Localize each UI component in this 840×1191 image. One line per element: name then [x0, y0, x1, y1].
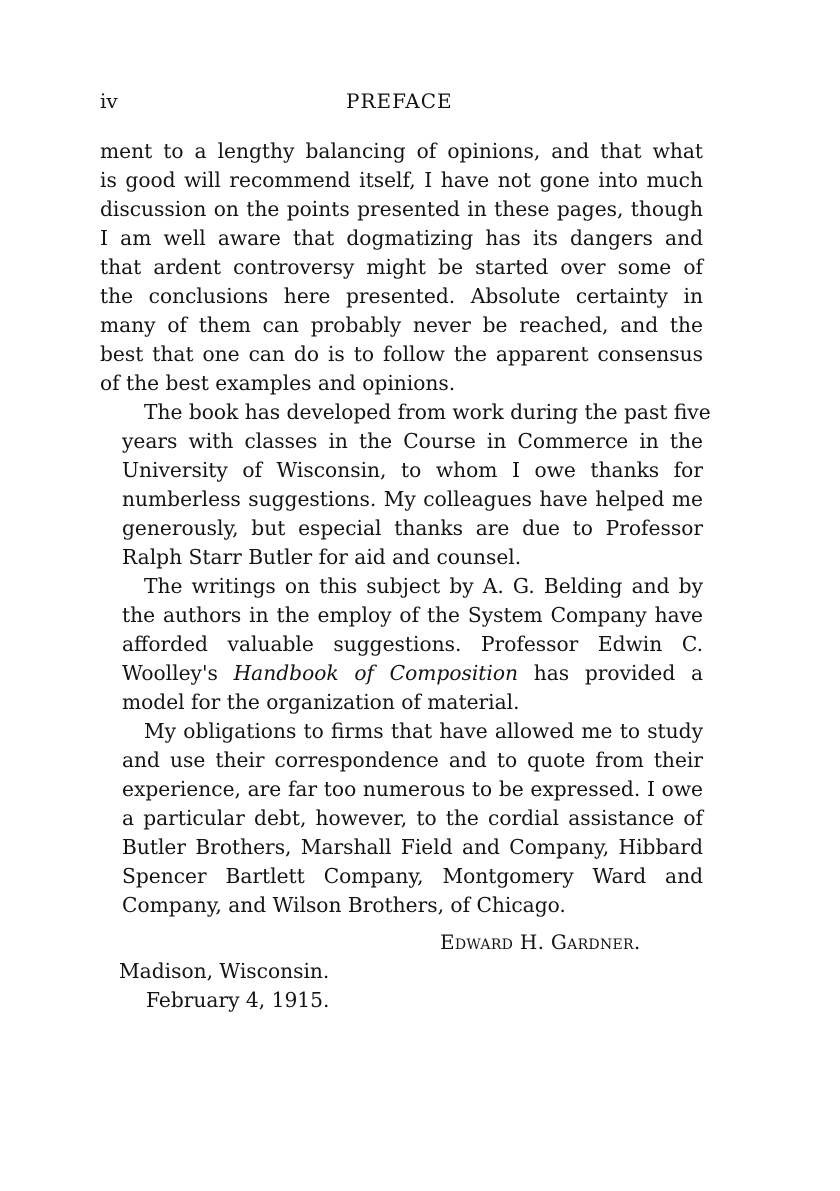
page-header	[100, 88, 705, 114]
page-number: iv	[100, 89, 118, 113]
text-line: University of Wisconsin, to whom I owe thanks for	[122, 458, 703, 482]
text-line: best that one can do is to follow the apparent consensus	[100, 342, 703, 366]
text-line: the conclusions here presented. Absolute certainty in	[100, 284, 703, 308]
paragraph-3	[100, 572, 703, 717]
text-line: is good will recommend itself, I have not gone into much	[100, 168, 703, 192]
text-line: model for the organization of material.	[122, 690, 520, 714]
paragraph-4	[100, 717, 703, 920]
text-line: Spencer Bartlett Company, Montgomery Ward and	[122, 864, 703, 888]
text-line: Butler Brothers, Marshall Field and Company, Hibbard	[122, 835, 703, 859]
paragraph-1	[100, 137, 703, 398]
text-line: that ardent controversy might be started over some of	[100, 255, 703, 279]
text-line: discussion on the points presented in these pages, though	[100, 197, 703, 221]
title-line-remainder: has provided a	[533, 661, 703, 685]
text-line: of the best examples and opinions.	[100, 371, 456, 395]
text-line: a particular debt, however, to the cordial assistance of	[122, 806, 703, 830]
paragraph-2	[100, 398, 711, 572]
text-line: Ralph Starr Butler for aid and counsel.	[122, 545, 522, 569]
running-head: PREFACE	[346, 89, 453, 113]
text-line: many of them can probably never be reached, and the	[100, 313, 703, 337]
text-line: numberless suggestions. My colleagues have helped me	[122, 487, 703, 511]
text-line: experience, are far too numerous to be expressed. I owe	[122, 777, 703, 801]
text-line: My obligations to firms that have allowed me to study	[144, 719, 703, 743]
text-line: generously, but especial thanks are due to Professor	[122, 516, 703, 540]
text-line: afforded valuable suggestions. Professor Edwin C.	[122, 632, 703, 656]
author-possessive: Woolley's	[122, 661, 234, 685]
text-line-with-title	[100, 659, 703, 688]
text-line: the authors in the employ of the System Company have	[122, 603, 703, 627]
author-signature: Edward H. Gardner.	[440, 930, 641, 954]
text-line: The book has developed from work during the past five	[144, 400, 711, 424]
text-line: The writings on this subject by A. G. Belding and by	[144, 574, 703, 598]
text-line: Company, and Wilson Brothers, of Chicago.	[122, 893, 566, 917]
text-line: ment to a lengthy balancing of opinions, and that what	[100, 139, 703, 163]
text-line: I am well aware that dogmatizing has its dangers and	[100, 226, 703, 250]
text-line: years with classes in the Course in Commerce in the	[122, 429, 703, 453]
book-title: Handbook of Composition	[233, 661, 519, 685]
text-line: and use their correspondence and to quote from their	[122, 748, 703, 772]
preface-body	[100, 137, 711, 920]
date-line: February 4, 1915.	[146, 988, 330, 1012]
place-line: Madison, Wisconsin.	[119, 959, 330, 983]
